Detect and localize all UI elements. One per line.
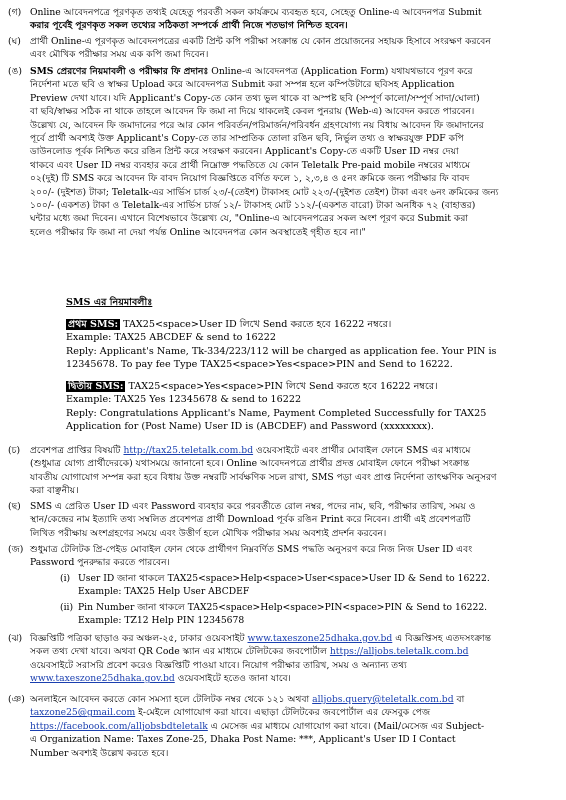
text-line: ১০০/- (একশত) টাকা ও Teletalk-এর সার্ভিস চার্জ ১২/- টাকাসহ মোট ১১২/-(একশত বারো) টাকা অনধিক ৭২ (বাহাত্তর) — [30, 200, 476, 212]
text-line: পূর্বে প্রার্থী অবশ্যই উক্ত Applicant's Copy-তে তার সাম্প্রতিক তোলা রঙিন ছবি, নির্ভুল তথ্য ও স্বাক্ষরযুক্ত PDF কপি — [30, 133, 464, 145]
sms-reply: 12345678. To pay fee Type TAX25<space>Yes<space>PIN and Send to 16222. — [66, 359, 453, 371]
item-nya — [8, 693, 545, 760]
text-line: থাকবে এবং User ID নম্বর ব্যবহার করে প্রার্থী নিম্নোক্ত পদ্ধতিতে যে কোন Teletalk Pre-paid mobile নম্বরের মাধ্যমে — [30, 159, 471, 171]
second-sms-label: দ্বিতীয় SMS: — [68, 381, 124, 392]
first-sms-label: প্রথম SMS: — [68, 319, 119, 330]
text-line: সকল তথ্য দেখা যাবে। অথবা QR Code স্ক্যান এর মাধ্যমে টেলিটকের জবপোর্টাল — [30, 646, 327, 658]
first-sms-block — [66, 318, 536, 372]
text-line: ই-মেইলে যোগাযোগ করা যাবে। এছাড়া টেলিটকের জবপোর্টাল এর ফেসবুক পেজ — [138, 707, 431, 719]
sms-command: TAX25<space>Yes<space>PIN লিখে Send করতে হবে 16222 নম্বরে। — [128, 381, 438, 392]
text-line: Password পুনরুদ্ধার করতে পারবেন। — [30, 557, 170, 569]
text-line: স্থান/কেন্দ্রের নাম ইত্যাদি তথ্য সম্বলিত প্রবেশপত্র প্রার্থী Download পূর্বক রঙিন Print করে নিবেন। প্রার্থী এই প্রবেশপত্রটি — [30, 514, 471, 526]
text-line: করার পূর্বেই পূরণকৃত সকল তথ্যের সঠিকতা সম্পর্কে প্রার্থী নিজে শতভাগ নিশ্চিত হবেন। — [30, 20, 348, 32]
text-line: Preview দেখা যাবে। যদি Applicant's Copy-তে কোন তথ্য ভুল থাকে বা অস্পষ্ট ছবি (সম্পূর্ণ কালো/সম্পূর্ণ সাদা/ঘোলা) — [30, 92, 480, 104]
sms-reply: Reply: Congratulations Applicant's Name, Payment Completed Successfully for TAX25 — [66, 407, 487, 419]
text-line: (শুধুমাত্র যোগ্য প্রার্থীদেরকে) যথাসময়ে জানানো হবে। Online আবেদনপত্রে প্রার্থীর প্রদত্ত মোবাইল ফোনে পরীক্ষা সংক্রান্ত — [30, 458, 470, 470]
text-line: এ মেসেজ এর মাধ্যমে যোগাযোগ করা যাবে। (Mail/মেসেজ এর Subject- — [210, 720, 485, 732]
text-line: শুধুমাত্র টেলিটক প্রি-পেইড মোবাইল ফোন থেকে প্রার্থীগণ নিম্নবর্ণিত SMS পদ্ধতি অনুসরণ করে নিজ নিজ User ID এবং — [30, 544, 473, 555]
item-marker: (জ) — [8, 544, 24, 555]
text-line: ০২(দুই) টি SMS করে আবেদন ফি বাবদ নিয়োগ বিজ্ঞপ্তিতে বর্ণিত ফলে ১, ২,৩,৪ ও ৫নং ক্রমিকে জন্য পরীক্ষার ফি বাবদ — [30, 173, 470, 185]
text-line: বা — [456, 694, 465, 705]
item-marker: (গ) — [8, 7, 22, 18]
sms-command: TAX25<space>User ID লিখে Send করতে হবে 16222 নম্বরে। — [123, 319, 392, 330]
recover-user-id — [60, 572, 538, 599]
item-jha — [8, 632, 545, 686]
sms-example: Example: TAX25 Yes 12345678 & send to 16222 — [66, 394, 302, 406]
item-ga — [8, 6, 545, 33]
section-heading: SMS প্রেরণের নিয়মাবলী ও পরীক্ষার ফি প্রদানঃ — [30, 66, 209, 77]
item-marker: (ছ) — [8, 501, 21, 512]
text-line: ডাউনলোড পূর্বক নিশ্চিত করে রঙিন প্রিন্ট করে সংরক্ষণ করবেন। Applicant's Copy-তে একটি User ID নম্বর দেয়া — [30, 146, 459, 158]
text-line: Example: TZ12 Help PIN 12345678 — [78, 615, 245, 627]
text-line: User ID জানা থাকলে TAX25<space>Help<space>User<space>User ID & Send to 16222. — [78, 573, 490, 584]
tax-zone-website-link[interactable]: www.taxeszone25dhaka.gov.bd — [247, 633, 393, 644]
text-line: এবং মৌখিক পরীক্ষার সময় এক কপি জমা দিবেন। — [30, 49, 209, 61]
item-marker: (ঘ) — [8, 36, 21, 47]
sms-reply: Reply: Applicant's Name, Tk-334/223/112 will be charged as application fee. Your PIN is — [66, 345, 497, 357]
text-line: প্রার্থী Online-এ পূরণকৃত আবেদনপত্রের একটি প্রিন্ট কপি পরীক্ষা সংক্রান্ত যে কোন প্রয়োজনের সহায়ক হিসাবে সংরক্ষণ করবেন — [30, 36, 491, 47]
sub-marker: (i) — [60, 573, 71, 584]
text-line: ওয়েবসাইটে হতেও জানা যাবে। — [177, 673, 291, 685]
text-line: করা বাঞ্ছনীয়। — [30, 485, 79, 497]
text-line: Pin Number জানা থাকলে TAX25<space>Help<space>PIN<space>PIN & Send to 16222. — [78, 602, 488, 613]
text-line: ঘন্টার মধ্যে জমা দিবেন। এখানে বিশেষভাবে উল্লেখ্য যে, "Online-এ আবেদনপত্রের সকল অংশ পূরণ করে Submit করা — [30, 213, 469, 225]
alljobs-query-email-link[interactable]: alljobs.query@teletalk.com.bd — [312, 694, 454, 705]
text-line: অনলাইনে আবেদন করতে কোন সমস্যা হলে টেলিটক নম্বর থেকে ১২১ অথবা — [30, 694, 310, 705]
item-marker: (চ) — [8, 445, 21, 456]
text-line: লিখিত পরীক্ষায় অংশগ্রহণের সময়ে এবং উত্তীর্ণ হলে মৌখিক পরীক্ষার সময় অবশ্যই প্রদর্শন করবেন। — [30, 527, 387, 539]
text-line: ওয়েবসাইটে এবং প্রার্থীর মোবাইল ফোনে SMS এর মাধ্যমে — [256, 445, 471, 456]
text-line: উল্লেখ্য যে, আবেদন ফি জমাদানের পরে আর কোন পরিবর্তন/পরিমার্জন/পরিবর্ধন গ্রহণযোগ্য নয় বিধায় আবেদন ফি জমাদানের — [30, 119, 484, 131]
text-line: বিজ্ঞপ্তিটি পত্রিকা ছাড়াও কর অঞ্চল-২৫, ঢাকার ওয়েবসাইট — [30, 633, 245, 644]
text-line: Online আবেদনপত্রে পূরণকৃত তথ্যই যেহেতু পরবর্তী সকল কার্যক্রমে ব্যবহৃত হবে, সেহেতু Online-এ আবেদনপত্র Submit — [30, 7, 482, 18]
taxzone-email-link[interactable]: taxzone25@gmail.com — [30, 707, 136, 719]
text-line: বা ছবি/স্বাক্ষর সঠিক না থাকে তাহলে আবেদন ফি জমা না দিয়ে থাকলেই কেবল পুনরায় (Web-এ) আবেদন করতে পারবেন। — [30, 106, 475, 118]
sms-rules-title: SMS এর নিয়মাবলীঃ — [66, 297, 153, 308]
text-line: এ Organization Name: Taxes Zone-25, Dhaka Post Name: ***, Applicant's User ID I Contact — [30, 734, 456, 746]
text-line: Online-এ আবেদনপত্র (Application Form) যথাযথভাবে পূরণ করে — [211, 66, 473, 77]
text-line: এ বিজ্ঞপ্তিসহ এতদসংক্রান্ত — [395, 633, 492, 644]
text-line: ২০০/- (দুইশত) টাকা; Teletalk-এর সার্ভিস চার্জ ২৩/-(তেইশ) টাকাসহ মোট ২২৩/-(দুইশত তেইশ) টাকা এবং ৬নং ক্রমিকের জন্য — [30, 186, 499, 198]
item-marker: (ঞ) — [8, 694, 25, 705]
tax-zone-website-link-2[interactable]: www.taxeszone25dhaka.gov.bd — [30, 673, 175, 685]
text-line: নির্দেশনা মতে ছবি ও স্বাক্ষর Upload করে আবেদনপত্র Submit করা সম্পন্ন হলে কম্পিউটারে ছবিসহ Application — [30, 79, 455, 91]
facebook-page-link[interactable]: https://facebook.com/alljobsbdteletalk — [30, 720, 208, 732]
item-uma — [8, 65, 545, 239]
sub-marker: (ii) — [60, 602, 74, 613]
admit-card-link[interactable]: http://tax25.teletalk.com.bd — [123, 445, 254, 456]
text-line: ওয়েবসাইটে সরাসরি প্রবেশ করেও বিজ্ঞপ্তিটি পাওয়া যাবে। নিয়োগ পরীক্ষার তারিখ, সময় ও অন্যান্য তথ্য — [30, 659, 407, 671]
text-line: Number অবশ্যই উল্লেখ করতে হবে। — [30, 747, 169, 759]
text-line: প্রবেশপত্র প্রাপ্তির বিষয়টি — [30, 445, 121, 456]
alljobs-portal-link[interactable]: https://alljobs.teletalk.com.bd — [329, 646, 469, 658]
item-gha — [8, 35, 545, 62]
item-ca — [8, 444, 545, 498]
text-line: SMS এ প্রেরিত User ID এবং Password ব্যবহার করে পরবর্তীতে রোল নম্বর, পদের নাম, ছবি, পরীক্ষার তারিখ, সময় ও — [30, 501, 476, 512]
text-line: যাবতীয় যোগাযোগ সম্পন্ন করা হবে বিধায় উক্ত নম্বরটি সার্বক্ষণিক সচল রাখা, SMS পড়া এবং প্রাপ্ত নির্দেশনা তাৎক্ষণিক অনুসরণ — [30, 471, 497, 483]
item-marker: (ঙ) — [8, 66, 22, 77]
item-marker: (ঝ) — [8, 633, 23, 644]
recover-pin — [60, 601, 538, 628]
item-ja — [8, 543, 545, 570]
sms-reply: Application for (Post Name) User ID is (ABCDEF) and Password (xxxxxxxx). — [66, 421, 434, 433]
sms-example: Example: TAX25 ABCDEF & send to 16222 — [66, 332, 276, 344]
item-cha — [8, 500, 545, 540]
text-line: Example: TAX25 Help User ABCDEF — [78, 586, 250, 598]
text-line: হলেও পরীক্ষার ফি জমা না দেয়া পর্যন্ত Online আবেদনপত্র কোন অবস্থাতেই গৃহীত হবে না।" — [30, 226, 366, 238]
second-sms-block — [66, 380, 536, 434]
